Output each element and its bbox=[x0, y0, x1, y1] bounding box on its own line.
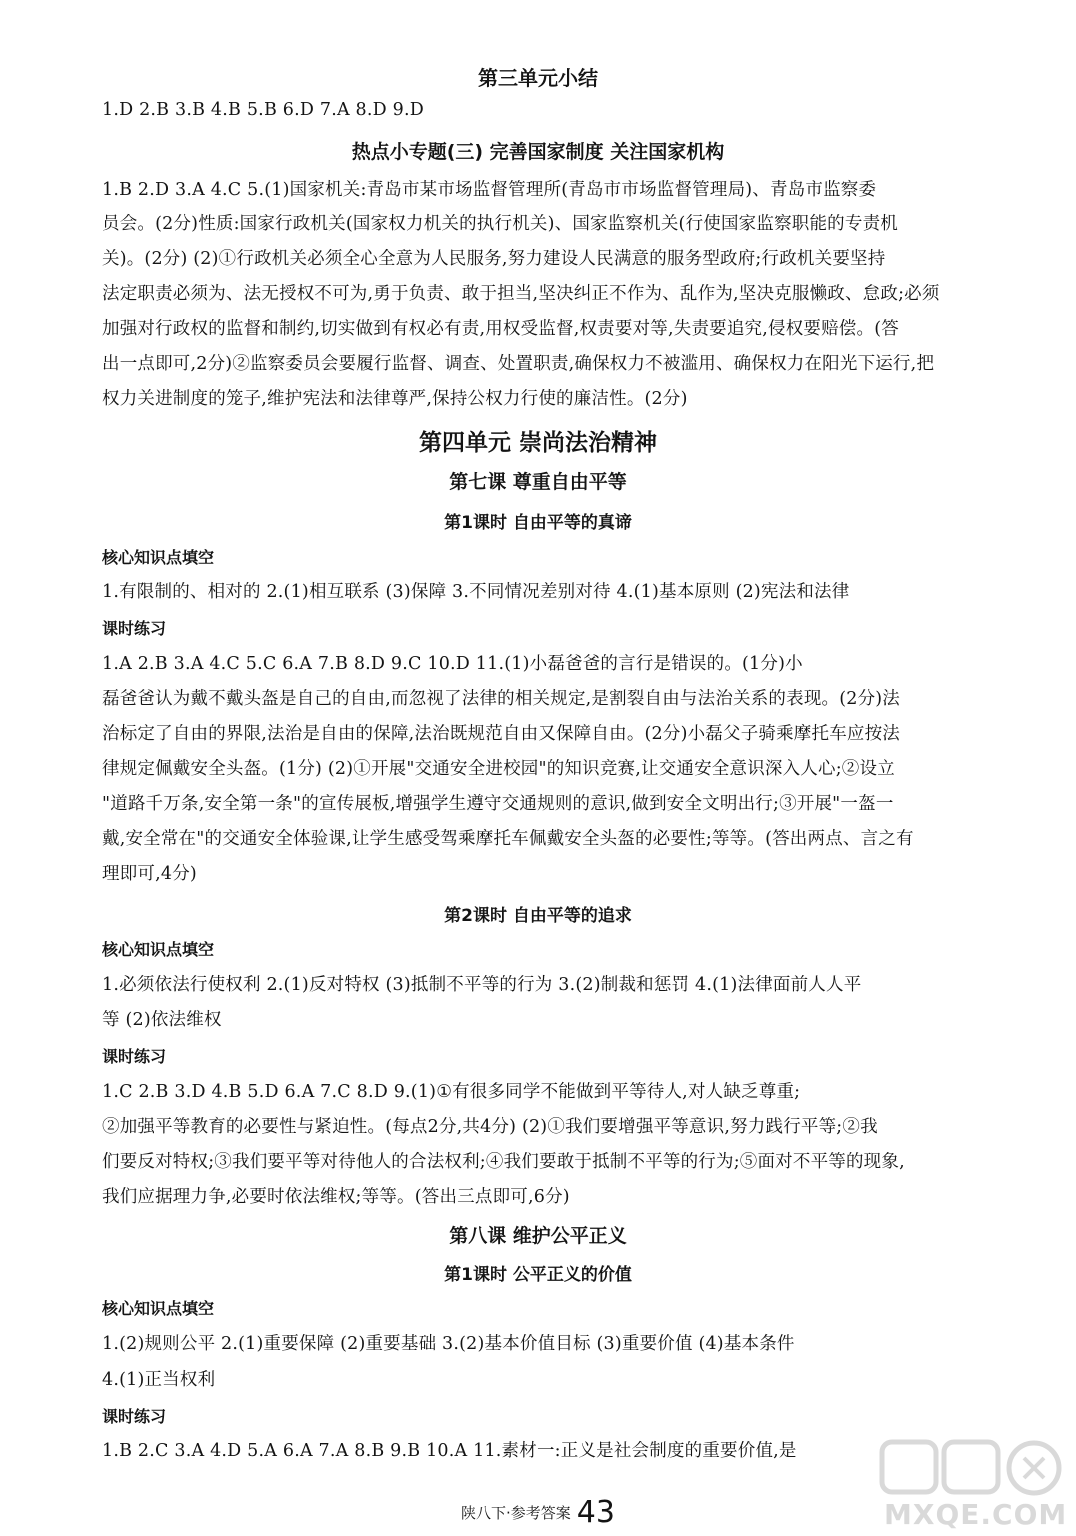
practice-line: 律规定佩戴安全头盔。(1分) (2)①开展"交通安全进校园"的知识竞赛,让交通安全意识深入人心;②设立 bbox=[102, 759, 895, 779]
practice-label: 课时练习 bbox=[102, 1047, 167, 1066]
core-knowledge-line: 1.(2)规则公平 2.(1)重要保障 (2)重要基础 3.(2)基本价值目标 (3)重要价值 (4)基本条件 bbox=[102, 1334, 795, 1354]
practice-line: 1.C 2.B 3.D 4.B 5.D 6.A 7.C 8.D 9.(1)①有很多同学不能做到平等待人,对人缺乏尊重; bbox=[102, 1082, 801, 1102]
practice-line: 1.A 2.B 3.A 4.C 5.C 6.A 7.B 8.D 9.C 10.D 11.(1)小磊爸爸的言行是错误的。(1分)小 bbox=[102, 654, 803, 674]
practice-line: 治标定了自由的界限,法治是自由的保障,法治既规范自由又保障自由。(2分)小磊父子骑乘摩托车应按法 bbox=[102, 724, 901, 744]
lesson7-title: 第七课 尊重自由平等 bbox=[449, 471, 627, 493]
practice-label: 课时练习 bbox=[102, 619, 167, 638]
hot-topic-line: 员会。(2分)性质:国家行政机关(国家权力机关的执行机关)、国家监察机关(行使国家监察职能的专责机 bbox=[102, 214, 898, 234]
practice-line: 们要反对特权;③我们要平等对待他人的合法权利;④我们要敢于抵制不平等的行为;⑤面对不平等的现象, bbox=[102, 1152, 905, 1172]
core-knowledge-line: 1.必须依法行使权利 2.(1)反对特权 (3)抵制不平等的行为 3.(2)制裁和惩罚 4.(1)法律面前人人平 bbox=[102, 975, 862, 995]
lesson7-period2-title: 第2课时 自由平等的追求 bbox=[444, 906, 632, 926]
page-number: 43 bbox=[576, 1495, 615, 1530]
core-knowledge-label: 核心知识点填空 bbox=[102, 548, 215, 567]
unit4-title: 第四单元 崇尚法治精神 bbox=[418, 430, 657, 456]
unit3-summary-answers: 1.D 2.B 3.B 4.B 5.B 6.D 7.A 8.D 9.D bbox=[102, 100, 424, 120]
practice-line: 磊爸爸认为戴不戴头盔是自己的自由,而忽视了法律的相关规定,是割裂自由与法治关系的表现。(2分)法 bbox=[102, 689, 901, 709]
hot-topic-line: 1.B 2.D 3.A 4.C 5.(1)国家机关:青岛市某市场监督管理所(青岛市市场监督管理局)、青岛市监察委 bbox=[102, 180, 877, 200]
watermark-emblem-icon bbox=[874, 1436, 1070, 1500]
lesson7-period1-title: 第1课时 自由平等的真谛 bbox=[444, 513, 632, 533]
hot-topic-line: 关)。(2分) (2)①行政机关必须全心全意为人民服务,努力建设人民满意的服务型政府;行政机关要坚持 bbox=[102, 249, 886, 269]
hot-topic-line: 出一点即可,2分)②监察委员会要履行监督、调查、处置职责,确保权力不被滥用、确保权力在阳光下运行,把 bbox=[102, 354, 935, 374]
hot-topic-line: 法定职责必须为、法无授权不可为,勇于负责、敢于担当,坚决纠正不作为、乱作为,坚决克服懒政、怠政;必须 bbox=[102, 284, 940, 304]
unit3-summary-title: 第三单元小结 bbox=[478, 66, 598, 90]
core-knowledge-line: 4.(1)正当权利 bbox=[102, 1370, 216, 1390]
practice-line: 1.B 2.C 3.A 4.D 5.A 6.A 7.A 8.B 9.B 10.A 11.素材一:正义是社会制度的重要价值,是 bbox=[102, 1441, 797, 1461]
practice-label: 课时练习 bbox=[102, 1407, 167, 1426]
core-knowledge-label: 核心知识点填空 bbox=[102, 1299, 215, 1318]
core-knowledge-label: 核心知识点填空 bbox=[102, 940, 215, 959]
hot-topic-line: 加强对行政权的监督和制约,切实做到有权必有责,用权受监督,权责要对等,失责要追究,侵权要赔偿。(答 bbox=[102, 319, 899, 339]
lesson8-period1-title: 第1课时 公平正义的价值 bbox=[444, 1265, 632, 1285]
hot-topic-line: 权力关进制度的笼子,维护宪法和法律尊严,保持公权力行使的廉洁性。(2分) bbox=[102, 389, 688, 409]
practice-line: 理即可,4分) bbox=[102, 864, 197, 884]
practice-line: 我们应据理力争,必要时依法维权;等等。(答出三点即可,6分) bbox=[102, 1187, 570, 1207]
practice-line: "道路千万条,安全第一条"的宣传展板,增强学生遵守交通规则的意识,做到安全文明出行;③开展"一盔一 bbox=[102, 794, 894, 814]
practice-line: ②加强平等教育的必要性与紧迫性。(每点2分,共4分) (2)①我们要增强平等意识,努力践行平等;②我 bbox=[102, 1117, 878, 1137]
practice-line: 戴,安全常在"的交通安全体验课,让学生感受驾乘摩托车佩戴安全头盔的必要性;等等。(答出两点、言之有 bbox=[102, 829, 914, 849]
hot-topic-title: 热点小专题(三) 完善国家制度 关注国家机构 bbox=[351, 141, 725, 163]
core-knowledge-line: 等 (2)依法维权 bbox=[102, 1010, 222, 1030]
core-knowledge-line: 1.有限制的、相对的 2.(1)相互联系 (3)保障 3.不同情况差别对待 4.(1)基本原则 (2)宪法和法律 bbox=[102, 582, 850, 602]
lesson8-title: 第八课 维护公平正义 bbox=[449, 1225, 627, 1247]
footer-label: 陕八下·参考答案 bbox=[461, 1504, 571, 1522]
watermark-text: MXQE.COM bbox=[884, 1498, 1068, 1531]
watermark-logo bbox=[874, 1436, 1070, 1532]
